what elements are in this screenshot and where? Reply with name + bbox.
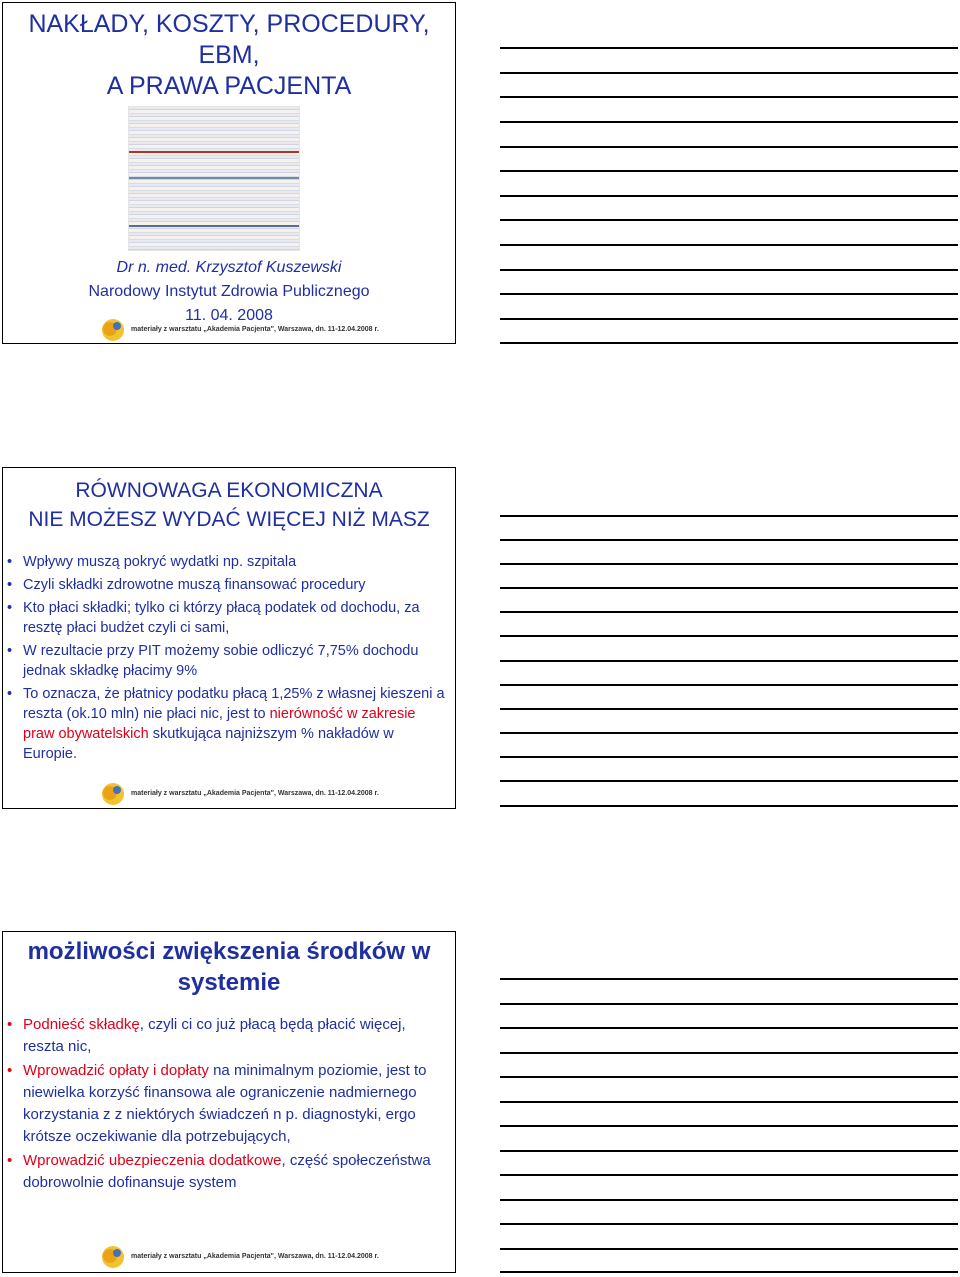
notes-area-1 <box>500 0 958 360</box>
title-line: A PRAWA PACJENTA <box>106 72 352 100</box>
bullet-icon: • <box>7 1152 13 1169</box>
highlight-text: Podnieść składkę <box>23 1016 140 1033</box>
note-line <box>500 660 958 662</box>
note-line <box>500 146 958 148</box>
note-line <box>500 611 958 613</box>
note-line <box>500 732 958 734</box>
note-line <box>500 96 958 98</box>
slide-footer <box>99 317 455 343</box>
highlight-text: nierówność w zakresie praw obywatelskich <box>23 706 416 742</box>
bullet-icon: • <box>7 1062 13 1079</box>
bullet-item <box>3 598 449 638</box>
note-line <box>500 47 958 49</box>
author-name: Dr n. med. Krzysztof Kuszewski <box>116 259 342 276</box>
slide-footer <box>99 1244 455 1270</box>
bullet-text: Czyli składki zdrowotne muszą finansować procedury <box>23 577 366 593</box>
highlight-text: Wprowadzić opłaty i dopłaty <box>23 1062 209 1079</box>
highlight-text: Wprowadzić ubezpieczenia dodatkowe <box>23 1152 282 1169</box>
footer-text: materiały z warsztatu „Akademia Pacjenta", Warszawa, dn. 11-12.04.2008 r. <box>131 326 379 333</box>
note-line <box>500 539 958 541</box>
note-line <box>500 1027 958 1029</box>
notes-area-2 <box>500 500 958 820</box>
slide-1 <box>2 2 456 344</box>
bullet-icon: • <box>7 1016 13 1033</box>
footer-text: materiały z warsztatu „Akademia Pacjenta", Warszawa, dn. 11-12.04.2008 r. <box>131 790 379 797</box>
note-line <box>500 1150 958 1152</box>
bullet-text: , część społeczeństwa dobrowolnie dofinansuje system <box>23 1152 431 1191</box>
cover-image <box>128 106 300 251</box>
note-line <box>500 195 958 197</box>
note-line <box>500 635 958 637</box>
institute-name: Narodowy Instytut Zdrowia Publicznego <box>88 283 370 300</box>
note-line <box>500 1076 958 1078</box>
bullet-icon: • <box>7 643 13 659</box>
note-line <box>500 756 958 758</box>
note-line <box>500 1003 958 1005</box>
note-line <box>500 1248 958 1250</box>
slide-2 <box>2 467 456 809</box>
akademia-logo-icon <box>99 1244 129 1270</box>
bullet-text: , czyli ci co już płacą będą płacić więcej, reszta nic, <box>23 1016 406 1055</box>
bullet-item <box>3 684 449 764</box>
note-line <box>500 1101 958 1103</box>
bullet-text: To oznacza, że płatnicy podatku płacą 1,25% z własnej kieszeni a reszta (ok.10 mln) nie płaci nic, jest to <box>23 686 445 722</box>
bullet-text: W rezultacie przy PIT możemy sobie odliczyć 7,75% dochodu jednak składkę płacimy 9% <box>23 643 419 679</box>
bullet-item <box>3 575 449 595</box>
slide-title <box>3 9 455 102</box>
note-line <box>500 219 958 221</box>
akademia-logo-icon <box>99 781 129 807</box>
title-line: NAKŁADY, KOSZTY, PROCEDURY, <box>28 10 430 38</box>
note-line <box>500 318 958 320</box>
title-line: systemie <box>177 969 281 996</box>
image-stripe <box>129 225 299 227</box>
bullet-item <box>3 552 449 572</box>
title-line: możliwości zwiększenia środków w <box>27 938 431 965</box>
note-line <box>500 1199 958 1201</box>
bullet-list <box>3 552 449 767</box>
presentation-date: 11. 04. 2008 <box>185 307 273 324</box>
bullet-icon: • <box>7 554 13 570</box>
note-line <box>500 1223 958 1225</box>
note-line <box>500 72 958 74</box>
bullet-item <box>3 1150 449 1194</box>
title-line: RÓWNOWAGA EKONOMICZNA <box>75 479 383 502</box>
note-line <box>500 978 958 980</box>
note-line <box>500 244 958 246</box>
bullet-item <box>3 641 449 681</box>
bullet-text: na minimalnym poziomie, jest to niewielka korzyść finansowa ale ograniczenie nadmiernego korzystania z z niektórych świadczeń n p. diagnostyki, ergo krótsze oczekiwanie dla potrzebujących, <box>23 1062 427 1145</box>
bullet-item <box>3 1014 449 1058</box>
note-line <box>500 121 958 123</box>
notes-area-3 <box>500 960 958 1277</box>
bullet-list <box>3 1014 449 1196</box>
bullet-item <box>3 1060 449 1148</box>
slide-3 <box>2 931 456 1273</box>
note-line <box>500 780 958 782</box>
image-stripe <box>129 177 299 179</box>
bullet-text: Wpływy muszą pokryć wydatki np. szpitala <box>23 554 297 570</box>
slide-title <box>3 476 455 534</box>
note-line <box>500 1052 958 1054</box>
slide-title <box>3 936 455 998</box>
title-line: EBM, <box>198 41 260 69</box>
image-stripe <box>129 151 299 153</box>
note-line <box>500 515 958 517</box>
note-line <box>500 563 958 565</box>
note-line <box>500 269 958 271</box>
note-line <box>500 342 958 344</box>
footer-text: materiały z warsztatu „Akademia Pacjenta", Warszawa, dn. 11-12.04.2008 r. <box>131 1253 379 1260</box>
bullet-icon: • <box>7 577 13 593</box>
bullet-text: Kto płaci składki; tylko ci którzy płacą podatek od dochodu, za resztę płaci budżet czyli ci sami, <box>23 600 420 636</box>
note-line <box>500 587 958 589</box>
slide-footer <box>99 781 455 807</box>
title-line: NIE MOŻESZ WYDAĆ WIĘCEJ NIŻ MASZ <box>28 508 430 531</box>
bullet-icon: • <box>7 600 13 616</box>
note-line <box>500 708 958 710</box>
note-line <box>500 293 958 295</box>
note-line <box>500 170 958 172</box>
akademia-logo-icon <box>99 317 129 343</box>
note-line <box>500 684 958 686</box>
note-line <box>500 1125 958 1127</box>
note-line <box>500 1271 958 1273</box>
bullet-text: skutkująca najniższym % nakładów w Europie. <box>23 726 394 762</box>
note-line <box>500 805 958 807</box>
note-line <box>500 1174 958 1176</box>
bullet-icon: • <box>7 686 13 702</box>
